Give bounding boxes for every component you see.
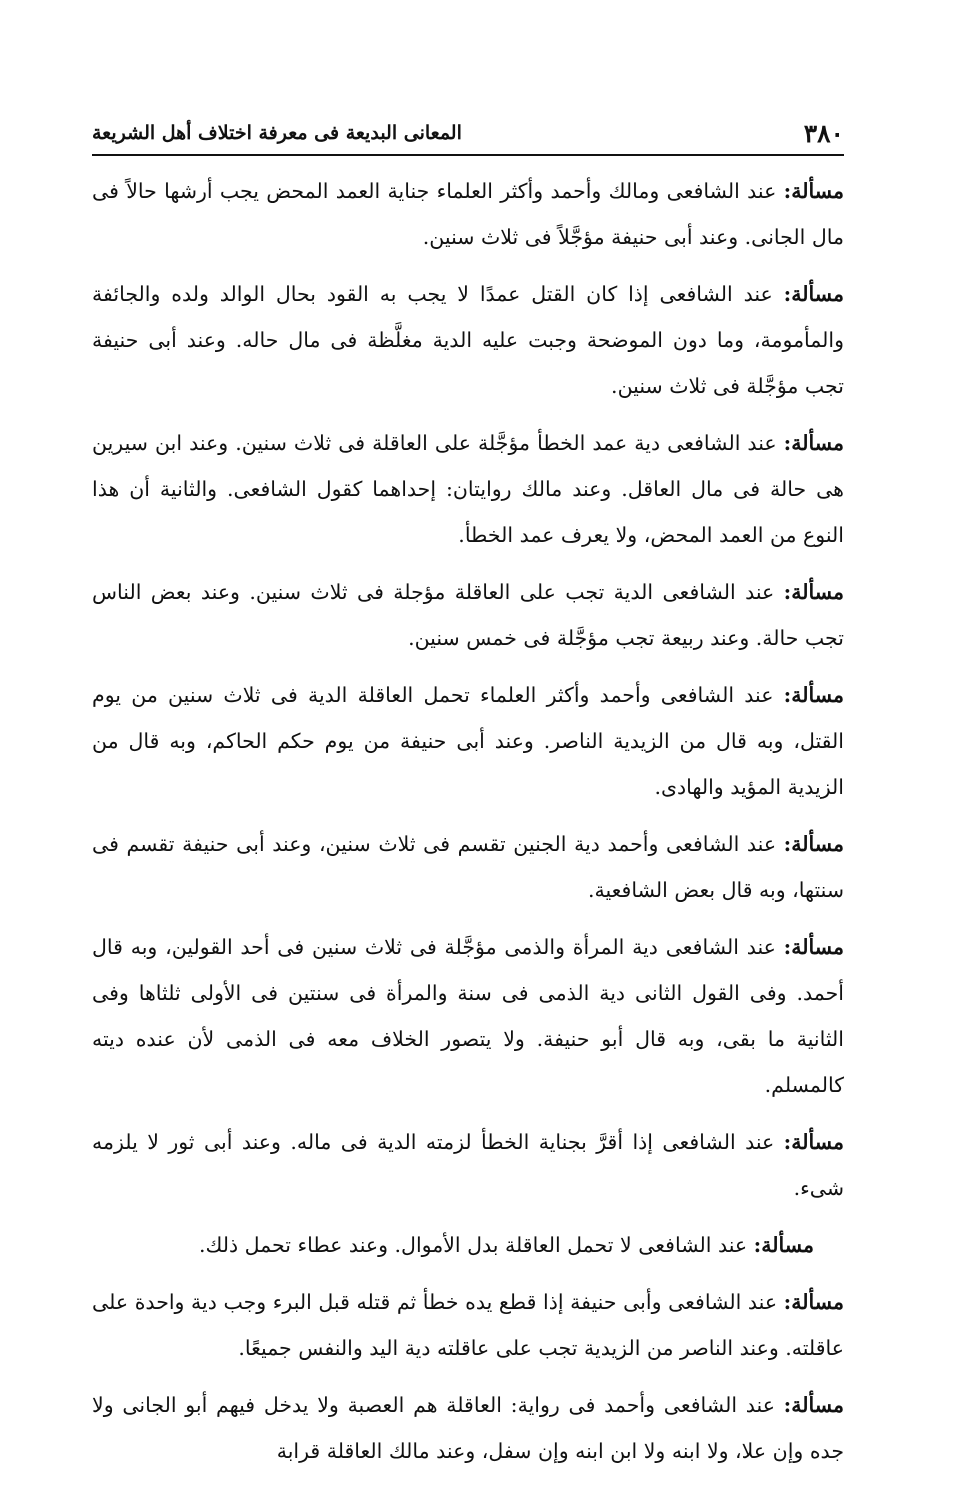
masala-text: عند الشافعى وأحمد وأكثر العلماء تحمل العاقلة الدية فى ثلاث سنين من يوم القتل، وبه قال من الزيدية الناصر. وعند أبى حنيفة من يوم حكم الحاكم، وبه قال من الزيدية المؤيد والهادى.: [92, 683, 844, 799]
masala-paragraph: [92, 168, 844, 260]
masala-text: عند الشافعى إذا أقرَّ بجناية الخطأ لزمته الدية فى ماله. وعند أبى ثور لا يلزمه شىء.: [92, 1130, 844, 1200]
masala-paragraph: [92, 821, 844, 913]
masala-text: عند الشافعى إذا كان القتل عمدًا لا يجب به القود بحال الوالد ولده والجائفة والمأمومة، وما دون الموضحة وجبت عليه الدية مغلَّظة فى مال حاله. وعند أبى حنيفة تجب مؤجَّلة فى ثلاث سنين.: [92, 282, 844, 398]
masala-text: عند الشافعى وأحمد فى رواية: العاقلة هم العصبة ولا يدخل فيهم أبو الجانى ولا جده وإن علا، ولا ابنه ولا ابن ابنه وإن سفل، وعند مالك العاقلة قرابة: [92, 1393, 844, 1463]
masala-text: عند الشافعى الدية تجب على العاقلة مؤجلة فى ثلاث سنين. وعند بعض الناس تجب حالة. وعند ربيعة تجب مؤجَّلة فى خمس سنين.: [92, 580, 844, 650]
masala-label: مسألة:: [783, 935, 844, 959]
masala-label: مسألة:: [783, 179, 844, 203]
masala-text: عند الشافعى وأبى حنيفة إذا قطع يده خطأ ثم قتله قبل البرء وجب دية واحدة على عاقلته. وعند الناصر من الزيدية تجب على عاقلته دية اليد والنفس جميعًا.: [92, 1290, 844, 1360]
masala-paragraph: [92, 1222, 844, 1268]
masala-label: مسألة:: [783, 683, 844, 707]
masala-text: عند الشافعى وأحمد دية الجنين تقسم فى ثلاث سنين، وعند أبى حنيفة تقسم فى سنتها، وبه قال بعض الشافعية.: [92, 832, 844, 902]
masala-label: مسألة:: [783, 431, 844, 455]
masala-paragraph: [92, 1119, 844, 1211]
masala-label: مسألة:: [783, 832, 844, 856]
page-number: ٣٨٠: [803, 118, 844, 148]
running-title: المعانى البديعة فى معرفة اختلاف أهل الشريعة: [92, 122, 462, 144]
masala-label: مسألة:: [783, 580, 844, 604]
masala-label: مسألة:: [783, 1290, 844, 1314]
masala-paragraph: [92, 271, 844, 409]
masala-text: عند الشافعى لا تحمل العاقلة بدل الأموال. وعند عطاء تحمل ذلك.: [198, 1233, 754, 1257]
masala-label: مسألة:: [753, 1233, 814, 1257]
masala-label: مسألة:: [783, 1130, 844, 1154]
masala-paragraph: [92, 569, 844, 661]
page-header: [92, 112, 844, 156]
masala-text: عند الشافعى دية عمد الخطأ مؤجَّلة على العاقلة فى ثلاث سنين. وعند ابن سيرين هى حالة فى مال العاقل. وعند مالك روايتان: إحداهما كقول الشافعى. والثانية أن هذا النوع من العمد المحض، ولا يعرف عمد الخطأ.: [92, 431, 844, 547]
masala-label: مسألة:: [783, 1393, 844, 1417]
masala-paragraph: [92, 1382, 844, 1474]
masala-paragraph: [92, 924, 844, 1108]
masala-paragraph: [92, 1279, 844, 1371]
masala-label: مسألة:: [783, 282, 844, 306]
masala-paragraph: [92, 420, 844, 558]
masala-text: عند الشافعى ومالك وأحمد وأكثر العلماء جناية العمد المحض يجب أرشها حالاً فى مال الجانى. وعند أبى حنيفة مؤجَّلاً فى ثلاث سنين.: [92, 179, 844, 249]
masala-text: عند الشافعى دية المرأة والذمى مؤجَّلة فى ثلاث سنين فى أحد القولين، وبه قال أحمد. وفى القول الثانى دية الذمى فى سنة والمرأة فى سنتين فى الأولى ثلثاها وفى الثانية ما بقى، وبه قال أبو حنيفة. ولا يتصور الخلاف معه فى الذمى لأن عنده ديته كالمسلم.: [92, 935, 844, 1097]
masala-paragraph: [92, 672, 844, 810]
page-body: [92, 168, 844, 1485]
